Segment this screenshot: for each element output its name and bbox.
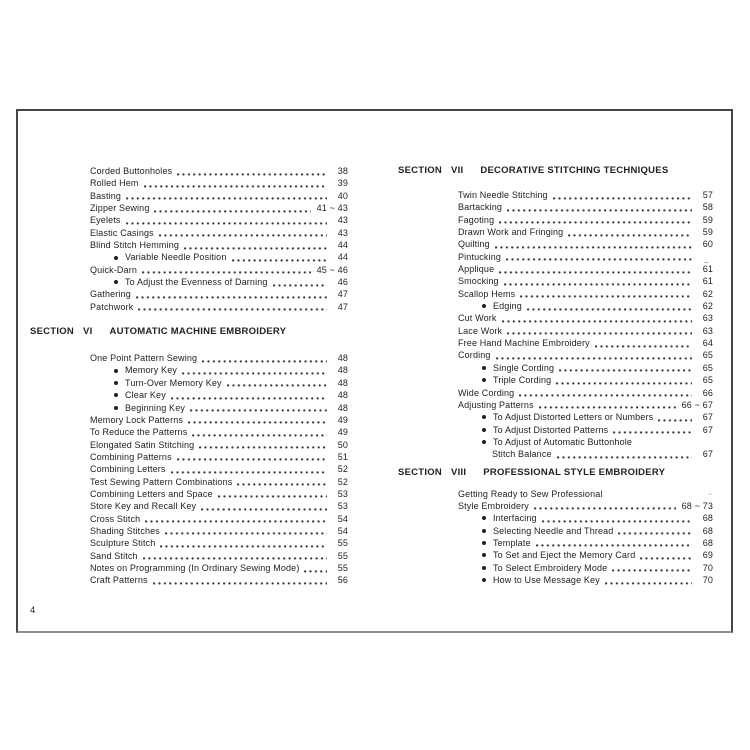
- toc-entry-title: To Adjust Distorted Letters or Numbers: [493, 412, 654, 423]
- dot-leader: [618, 525, 692, 537]
- page-ref: 53: [337, 501, 348, 512]
- toc-entry: [90, 574, 348, 586]
- section-numeral: VII: [450, 165, 464, 176]
- toc-entry-title: Quick-Darn: [90, 264, 138, 275]
- dot-leader: [542, 512, 692, 524]
- toc-entry-title: Combining Letters: [90, 464, 166, 475]
- toc-entry-title: Cut Work: [458, 313, 497, 324]
- spacer: [608, 488, 692, 500]
- page-ref: 52: [337, 464, 348, 475]
- toc-entry-title: Twin Needle Stitching: [458, 190, 548, 200]
- page-ref: 55: [337, 538, 348, 549]
- toc-entry-title: Memory Key: [125, 365, 178, 376]
- bullet-icon: [114, 393, 118, 397]
- toc-entry: [90, 439, 348, 451]
- dot-leader: [126, 190, 327, 202]
- dot-leader: [165, 525, 327, 537]
- page-ref: 40: [337, 190, 348, 201]
- dot-leader: [520, 288, 692, 300]
- dot-leader: [144, 177, 327, 189]
- bullet-icon: [482, 378, 486, 382]
- page-ref: 65: [702, 362, 713, 373]
- page-ref: 58: [702, 202, 713, 213]
- toc-entry: [90, 463, 348, 475]
- dot-leader: [232, 251, 328, 263]
- toc-entry-title: Applique: [458, 264, 495, 275]
- page-ref: 55: [337, 562, 348, 573]
- toc-entry-title: Rolled Hem: [90, 178, 139, 189]
- toc-entry-title: Quilting: [458, 239, 490, 250]
- toc-entry-title: Cross Stitch: [90, 513, 141, 524]
- dot-leader: [504, 275, 692, 287]
- toc-entry: [90, 276, 348, 288]
- toc-entry-title: Shading Stitches: [90, 525, 160, 536]
- toc-entry-title: Combining Letters and Space: [90, 488, 213, 499]
- toc-entry: [90, 488, 348, 500]
- toc-entry-title: Bartacking: [458, 202, 503, 213]
- toc-entry: [90, 550, 348, 562]
- toc-entry-title: Stitch Balance: [492, 449, 552, 460]
- toc-entry: [90, 389, 348, 401]
- toc-entry-title: Smocking: [458, 276, 499, 287]
- toc-entry: [458, 399, 713, 411]
- toc-entry: [458, 525, 713, 537]
- dot-leader: [519, 387, 692, 399]
- page-ref: 49: [337, 414, 348, 425]
- toc-entry: [90, 214, 348, 226]
- toc-entry-title: Notes on Programming (In Ordinary Sewing Mode): [90, 562, 300, 573]
- dot-leader: [201, 500, 327, 512]
- dot-leader: [612, 562, 692, 574]
- toc-entry: [90, 239, 348, 251]
- page-ref: 70: [702, 574, 713, 585]
- toc-entry-title: Pintucking: [458, 251, 502, 262]
- page-ref: ~: [707, 488, 713, 499]
- toc-entry: [458, 201, 713, 213]
- page-ref: 43: [337, 215, 348, 226]
- page-ref: 67: [702, 449, 713, 460]
- page-ref: 46: [337, 277, 348, 288]
- toc-entry: [458, 288, 713, 300]
- page-ref: 68: [702, 525, 713, 536]
- dot-leader: [658, 411, 692, 423]
- page-ref: 50: [337, 439, 348, 450]
- bullet-icon: [482, 541, 486, 545]
- section-label: SECTION: [30, 326, 74, 338]
- section-label: SECTION: [398, 165, 442, 176]
- page-ref: 63: [702, 313, 713, 324]
- toc-entry-title: Combining Patterns: [90, 451, 172, 462]
- toc-entry: [90, 190, 348, 202]
- dot-leader: [499, 263, 692, 275]
- dot-leader: [539, 399, 676, 411]
- page-ref: 68 ~ 73: [681, 500, 713, 511]
- toc-entry-title: Gathering: [90, 289, 131, 300]
- page-ref: 41 ~ 43: [316, 203, 348, 214]
- dot-leader: [160, 537, 327, 549]
- toc-entry-title: To Adjust the Evenness of Darning: [125, 277, 268, 288]
- page-ref: 62: [702, 301, 713, 312]
- toc-entry-title: Craft Patterns: [90, 575, 148, 586]
- toc-entries: [458, 488, 713, 587]
- toc-entry-title: Blind Stitch Hemming: [90, 240, 180, 251]
- toc-entry-title: Style Embroidery: [458, 500, 529, 511]
- toc-column-right: [398, 164, 713, 586]
- toc-entry: [458, 214, 713, 226]
- page-ref: 43: [337, 227, 348, 238]
- section-numeral: VIII: [450, 466, 467, 478]
- dot-leader: [202, 352, 327, 364]
- dot-leader: [613, 424, 692, 436]
- toc-entry-title: To Reduce the Patterns: [90, 427, 188, 438]
- dot-leader: [534, 500, 676, 512]
- toc-entry: [458, 312, 713, 324]
- bullet-icon: [482, 428, 486, 432]
- toc-entry: [458, 238, 713, 250]
- toc-entry: [458, 349, 713, 361]
- dot-leader: [640, 549, 692, 561]
- toc-entry: [90, 426, 348, 438]
- toc-entry-title: Elastic Casings: [90, 227, 154, 238]
- toc-entry: [90, 301, 348, 313]
- toc-entry: [90, 165, 348, 177]
- page-ref: 48: [337, 377, 348, 388]
- toc-entry: [458, 424, 713, 436]
- toc-entry: [458, 387, 713, 399]
- dot-leader: [605, 574, 692, 586]
- bullet-icon: [482, 578, 486, 582]
- section-header: [398, 466, 713, 479]
- bullet-icon: [114, 256, 118, 260]
- toc-entry: [458, 374, 713, 386]
- dot-leader: [177, 165, 327, 177]
- toc-entry: [458, 300, 713, 312]
- dot-leader: [154, 202, 310, 214]
- toc-entry-title: Clear Key: [125, 390, 166, 401]
- toc-entry: [458, 189, 713, 201]
- toc-entry-title: Zipper Sewing: [90, 203, 150, 214]
- toc-entry: [90, 352, 348, 364]
- page-ref: 48: [337, 402, 348, 413]
- toc-entry: [90, 364, 348, 376]
- toc-entry: [458, 562, 713, 574]
- toc-entry-title: To Adjust of Automatic Buttonhole: [493, 436, 633, 447]
- bullet-icon: [482, 366, 486, 370]
- bullet-icon: [114, 406, 118, 410]
- dot-leader: [126, 214, 327, 226]
- toc-entry-title: Scallop Hems: [458, 288, 516, 299]
- toc-entry: [90, 476, 348, 488]
- toc-entry: [458, 325, 713, 337]
- toc-entry: [90, 227, 348, 239]
- dot-leader: [218, 488, 327, 500]
- dot-leader: [553, 189, 692, 201]
- page-ref: 53: [337, 488, 348, 499]
- page-ref: 62: [702, 288, 713, 299]
- section-title: DECORATIVE STITCHING TECHNIQUES: [480, 165, 669, 176]
- page-ref: 67: [702, 424, 713, 435]
- toc-entry: [90, 525, 348, 537]
- page-ref: 64: [702, 338, 713, 349]
- page-ref: 44: [337, 240, 348, 251]
- toc-entry-title: Beginning Key: [125, 402, 185, 413]
- toc-entry: [90, 500, 348, 512]
- toc-entry: [458, 512, 713, 524]
- bullet-icon: [482, 304, 486, 308]
- toc-entry-title: Turn-Over Memory Key: [125, 377, 222, 388]
- page-ref: 38: [337, 166, 348, 176]
- page-ref: 68: [702, 513, 713, 524]
- dot-leader: [159, 227, 327, 239]
- toc-entry-title: Free Hand Machine Embroidery: [458, 338, 590, 349]
- dot-leader: [199, 439, 327, 451]
- toc-entry: [458, 436, 713, 448]
- toc-entry-title: Lace Work: [458, 325, 503, 336]
- dot-leader: [182, 364, 327, 376]
- toc-entry: [90, 402, 348, 414]
- page-number: 4: [30, 605, 36, 616]
- dot-leader: [499, 214, 692, 226]
- toc-entry-title: Single Cording: [493, 362, 555, 373]
- dot-leader: [568, 226, 692, 238]
- toc-entry-title: Elongated Satin Stitching: [90, 439, 195, 450]
- toc-entry-title: Wide Cording: [458, 387, 515, 398]
- dot-leader: [153, 574, 327, 586]
- section-numeral: VI: [82, 326, 93, 338]
- dot-leader: [192, 426, 327, 438]
- toc-entry: [458, 411, 713, 423]
- page-ref: 39: [337, 178, 348, 189]
- toc-entry: [458, 275, 713, 287]
- toc-entry: [458, 251, 713, 263]
- page-ref: 48: [337, 365, 348, 376]
- toc-entry: [458, 337, 713, 349]
- toc-entry: [90, 451, 348, 463]
- page-ref: 60: [702, 239, 713, 250]
- spacer: [637, 436, 692, 448]
- page-ref: 55: [337, 550, 348, 561]
- toc-entry: [458, 537, 713, 549]
- toc-entry-title: To Set and Eject the Memory Card: [493, 550, 636, 561]
- dot-leader: [184, 239, 327, 251]
- toc-entries: [458, 189, 713, 461]
- toc-entry: [458, 488, 713, 500]
- dot-leader: [595, 337, 692, 349]
- page-ref: 63: [702, 325, 713, 336]
- toc-entry: [458, 362, 713, 374]
- page-ref: 54: [337, 513, 348, 524]
- toc-entry-title: Patchwork: [90, 301, 134, 312]
- page-ref: 45 ~ 46: [316, 264, 348, 275]
- toc-entry: [458, 574, 713, 586]
- page-ref: 66 ~ 67: [681, 399, 713, 410]
- toc-entries: [90, 352, 348, 587]
- toc-entry-title: One Point Pattern Sewing: [90, 353, 198, 364]
- dot-leader: [145, 513, 327, 525]
- toc-entry-title: Test Sewing Pattern Combinations: [90, 476, 233, 487]
- page-ref: 65: [702, 350, 713, 361]
- toc-entry: [90, 177, 348, 189]
- page-ref: 54: [337, 525, 348, 536]
- toc-entry: [90, 251, 348, 263]
- toc-entry: [458, 549, 713, 561]
- toc-entries: [90, 165, 348, 313]
- bullet-icon: [482, 440, 486, 444]
- dot-leader: [190, 402, 327, 414]
- dot-leader: [496, 349, 692, 361]
- page-ref: 44: [337, 252, 348, 263]
- toc-entry-title: Basting: [90, 190, 122, 201]
- page-ref: 65: [702, 375, 713, 386]
- section-title: PROFESSIONAL STYLE EMBROIDERY: [483, 466, 666, 478]
- toc-entry-title: Sand Stitch: [90, 550, 138, 561]
- section-header: [30, 325, 348, 338]
- dot-leader: [136, 288, 327, 300]
- toc-entry-title: Sculpture Stitch: [90, 538, 156, 549]
- toc-entry: [90, 288, 348, 300]
- toc-entry: [90, 264, 348, 276]
- dot-leader: [273, 276, 327, 288]
- dot-leader: [556, 374, 692, 386]
- toc-entry-title: Variable Needle Position: [125, 252, 227, 263]
- dot-leader: [227, 377, 327, 389]
- toc-entry: [90, 377, 348, 389]
- toc-entry: [90, 202, 348, 214]
- page-ref: 48: [337, 353, 348, 364]
- toc-entry-title: To Adjust Distorted Patterns: [493, 424, 609, 435]
- page-ref: 61: [702, 276, 713, 287]
- dot-leader: [143, 550, 327, 562]
- dot-leader: [536, 537, 692, 549]
- toc-entry: [458, 448, 713, 460]
- bullet-icon: [482, 516, 486, 520]
- page-ref: 57: [702, 190, 713, 200]
- toc-entry-title: How to Use Message Key: [493, 574, 600, 585]
- dot-leader: [507, 201, 692, 213]
- toc-entry-title: Store Key and Recall Key: [90, 501, 197, 512]
- page-sheet: [16, 109, 733, 633]
- page-ref: 49: [337, 427, 348, 438]
- toc-entry: [90, 562, 348, 574]
- dot-leader: [559, 362, 692, 374]
- dot-leader: [557, 448, 692, 460]
- dot-leader: [138, 301, 327, 313]
- dot-leader: [171, 463, 327, 475]
- toc-column-left: [30, 163, 348, 587]
- dot-leader: [171, 389, 327, 401]
- dot-leader: [506, 251, 692, 263]
- page-ref: 61: [702, 264, 713, 275]
- dot-leader: [304, 562, 327, 574]
- bullet-icon: [482, 553, 486, 557]
- toc-entry: [90, 414, 348, 426]
- page-ref: 59: [702, 214, 713, 225]
- dot-leader: [502, 312, 692, 324]
- dot-leader: [237, 476, 327, 488]
- page-ref: 69: [702, 550, 713, 561]
- dot-leader: [507, 325, 692, 337]
- bullet-icon: [114, 381, 118, 385]
- toc-entry: [458, 226, 713, 238]
- bullet-icon: [114, 280, 118, 284]
- page-ref: 51: [337, 451, 348, 462]
- bullet-icon: [114, 369, 118, 373]
- page-ref: 66: [702, 387, 713, 398]
- toc-entry-title: Getting Ready to Sew Professional: [458, 488, 603, 499]
- toc-entry-title: To Select Embroidery Mode: [493, 562, 608, 573]
- toc-entry-title: Interfacing: [493, 513, 537, 524]
- page-ref: 47: [337, 289, 348, 300]
- toc-entry-title: Adjusting Patterns: [458, 399, 534, 410]
- toc-entry: [458, 500, 713, 512]
- toc-entry-title: Fagoting: [458, 214, 495, 225]
- toc-entry: [90, 537, 348, 549]
- dot-leader: [188, 414, 327, 426]
- section-title: AUTOMATIC MACHINE EMBROIDERY: [109, 326, 287, 338]
- section-header: [398, 164, 713, 177]
- dot-leader: [142, 264, 311, 276]
- bullet-icon: [482, 415, 486, 419]
- page-ref: 47: [337, 301, 348, 312]
- dot-leader: [177, 451, 327, 463]
- page-ref: 59: [702, 227, 713, 238]
- toc-entry-title: Triple Cording: [493, 375, 552, 386]
- bullet-icon: [482, 566, 486, 570]
- toc-entry-title: Cording: [458, 350, 491, 361]
- toc-entry-title: Edging: [493, 301, 522, 312]
- toc-entry: [458, 257, 713, 275]
- page-ref: 56: [337, 575, 348, 586]
- toc-entry-title: Drawn Work and Fringing: [458, 227, 564, 238]
- page-ref: 48: [337, 390, 348, 401]
- page-ref: 68: [702, 537, 713, 548]
- dot-leader: [527, 300, 692, 312]
- dot-leader: [495, 238, 692, 250]
- page-ref: 52: [337, 476, 348, 487]
- toc-entry: [90, 513, 348, 525]
- bullet-icon: [482, 529, 486, 533]
- toc-entry-title: Memory Lock Patterns: [90, 414, 184, 425]
- toc-entry-title: Template: [493, 537, 531, 548]
- section-label: SECTION: [398, 466, 442, 478]
- page-ref: 70: [702, 562, 713, 573]
- toc-entry-title: Corded Buttonholes: [90, 166, 173, 176]
- toc-entry-title: Eyelets: [90, 215, 121, 226]
- toc-entry-title: Selecting Needle and Thread: [493, 525, 614, 536]
- scan-artifact-tilde: ~: [703, 257, 710, 267]
- page-ref: 67: [702, 412, 713, 423]
